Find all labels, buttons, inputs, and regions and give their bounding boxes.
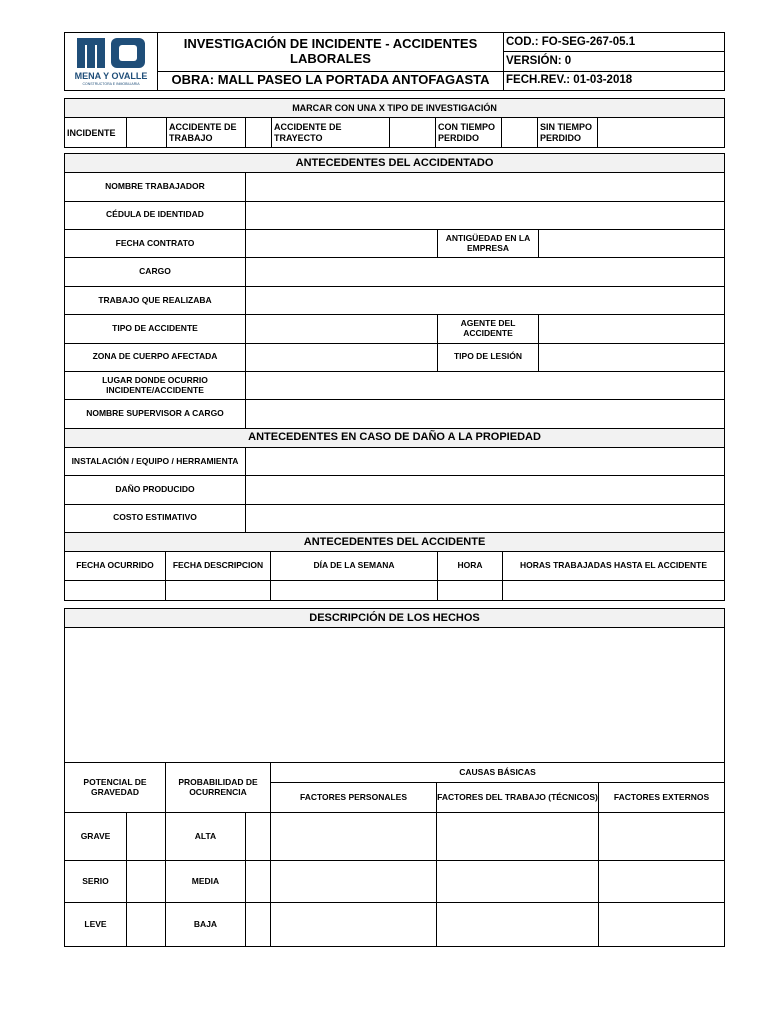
costo-label: COSTO ESTIMATIVO — [65, 504, 246, 532]
sin-tiempo-label: SIN TIEMPO PERDIDO — [538, 118, 598, 148]
cargo-label: CARGO — [65, 258, 246, 286]
horas-trabajadas-field[interactable] — [503, 580, 725, 600]
factores-trabajo-field-2[interactable] — [437, 861, 599, 903]
costo-field[interactable] — [246, 504, 725, 532]
antiguedad-field[interactable] — [539, 230, 725, 258]
accidente-heading: ANTECEDENTES DEL ACCIDENTE — [65, 533, 725, 552]
factores-trabajo-field-3[interactable] — [437, 903, 599, 947]
accidente-trabajo-label: ACCIDENTE DE TRABAJO — [167, 118, 246, 148]
obra-label: OBRA: MALL PASEO LA PORTADA ANTOFAGASTA — [158, 71, 504, 90]
agente-field[interactable] — [539, 315, 725, 343]
con-tiempo-checkbox[interactable] — [502, 118, 538, 148]
lugar-label: LUGAR DONDE OCURRIO INCIDENTE/ACCIDENTE — [65, 371, 246, 399]
leve-checkbox[interactable] — [127, 903, 166, 947]
cargo-field[interactable] — [246, 258, 725, 286]
supervisor-field[interactable] — [246, 400, 725, 428]
factores-personales-field-2[interactable] — [271, 861, 437, 903]
factores-personales-field-3[interactable] — [271, 903, 437, 947]
instalacion-field[interactable] — [246, 447, 725, 475]
dano-label: DAÑO PRODUCIDO — [65, 476, 246, 504]
cedula-field[interactable] — [246, 201, 725, 229]
con-tiempo-label: CON TIEMPO PERDIDO — [436, 118, 502, 148]
fecha-ocurrido-label: FECHA OCURRIDO — [65, 552, 166, 580]
nombre-label: NOMBRE TRABAJADOR — [65, 173, 246, 201]
instalacion-label: INSTALACIÓN / EQUIPO / HERRAMIENTA — [65, 447, 246, 475]
leve-label: LEVE — [65, 903, 127, 947]
fecha-descripcion-label: FECHA DESCRIPCION — [166, 552, 271, 580]
grave-checkbox[interactable] — [127, 813, 166, 861]
tipo-lesion-field[interactable] — [539, 343, 725, 371]
grave-label: GRAVE — [65, 813, 127, 861]
serio-checkbox[interactable] — [127, 861, 166, 903]
logo-subtext: CONSTRUCTORA E INMOBILIARIA — [82, 82, 140, 86]
tipo-accidente-field[interactable] — [246, 315, 438, 343]
trabajo-field[interactable] — [246, 286, 725, 314]
horas-trabajadas-label: HORAS TRABAJADAS HASTA EL ACCIDENTE — [503, 552, 725, 580]
header-table — [64, 32, 725, 91]
factores-personales-label: FACTORES PERSONALES — [271, 783, 437, 813]
accidente-trabajo-checkbox[interactable] — [246, 118, 272, 148]
fecha-contrato-label: FECHA CONTRATO — [65, 230, 246, 258]
baja-checkbox[interactable] — [246, 903, 271, 947]
alta-label: ALTA — [166, 813, 246, 861]
factores-externos-field-3[interactable] — [599, 903, 725, 947]
hora-label: HORA — [438, 552, 503, 580]
factores-personales-field-1[interactable] — [271, 813, 437, 861]
serio-label: SERIO — [65, 861, 127, 903]
zona-field[interactable] — [246, 343, 438, 371]
sin-tiempo-checkbox[interactable] — [598, 118, 725, 148]
agente-label: AGENTE DEL ACCIDENTE — [438, 315, 539, 343]
lugar-field[interactable] — [246, 371, 725, 399]
trabajo-label: TRABAJO QUE REALIZABA — [65, 286, 246, 314]
company-logo — [65, 33, 158, 91]
investigation-type-table — [64, 98, 725, 148]
factores-trabajo-label: FACTORES DEL TRABAJO (TÉCNICOS) — [437, 783, 599, 813]
fecha-descripcion-field[interactable] — [166, 580, 271, 600]
revision-date: FECH.REV.: 01-03-2018 — [504, 71, 725, 90]
baja-label: BAJA — [166, 903, 246, 947]
form-title: INVESTIGACIÓN DE INCIDENTE - ACCIDENTES LABORALES — [158, 33, 504, 72]
zona-label: ZONA DE CUERPO AFECTADA — [65, 343, 246, 371]
investigation-type-heading: MARCAR CON UNA X TIPO DE INVESTIGACIÓN — [65, 99, 725, 118]
media-checkbox[interactable] — [246, 861, 271, 903]
nombre-field[interactable] — [246, 173, 725, 201]
hechos-table — [64, 608, 725, 947]
form-version: VERSIÓN: 0 — [504, 52, 725, 71]
incidente-checkbox[interactable] — [127, 118, 167, 148]
hechos-description-field[interactable] — [65, 628, 725, 763]
factores-trabajo-field-1[interactable] — [437, 813, 599, 861]
accidentado-table — [64, 153, 725, 601]
factores-externos-label: FACTORES EXTERNOS — [599, 783, 725, 813]
potencial-label: POTENCIAL DE GRAVEDAD — [65, 763, 166, 813]
hechos-heading: DESCRIPCIÓN DE LOS HECHOS — [65, 609, 725, 628]
form-code: COD.: FO-SEG-267-05.1 — [504, 33, 725, 52]
fecha-contrato-field[interactable] — [246, 230, 438, 258]
fecha-ocurrido-field[interactable] — [65, 580, 166, 600]
alta-checkbox[interactable] — [246, 813, 271, 861]
propiedad-heading: ANTECEDENTES EN CASO DE DAÑO A LA PROPIEDAD — [65, 428, 725, 447]
cedula-label: CÉDULA DE IDENTIDAD — [65, 201, 246, 229]
antiguedad-label: ANTIGÜEDAD EN LA EMPRESA — [438, 230, 539, 258]
causas-label: CAUSAS BÁSICAS — [271, 763, 725, 783]
factores-externos-field-1[interactable] — [599, 813, 725, 861]
accidente-trayecto-label: ACCIDENTE DE TRAYECTO — [272, 118, 390, 148]
logo-text: MENA Y OVALLE — [74, 71, 148, 81]
dia-semana-field[interactable] — [271, 580, 438, 600]
supervisor-label: NOMBRE SUPERVISOR A CARGO — [65, 400, 246, 428]
tipo-lesion-label: TIPO DE LESIÓN — [438, 343, 539, 371]
dano-field[interactable] — [246, 476, 725, 504]
factores-externos-field-2[interactable] — [599, 861, 725, 903]
tipo-accidente-label: TIPO DE ACCIDENTE — [65, 315, 246, 343]
incidente-label: INCIDENTE — [65, 118, 127, 148]
probabilidad-label: PROBABILIDAD DE OCURRENCIA — [166, 763, 271, 813]
media-label: MEDIA — [166, 861, 246, 903]
accidentado-heading: ANTECEDENTES DEL ACCIDENTADO — [65, 154, 725, 173]
accidente-trayecto-checkbox[interactable] — [390, 118, 436, 148]
hora-field[interactable] — [438, 580, 503, 600]
dia-semana-label: DÍA DE LA SEMANA — [271, 552, 438, 580]
